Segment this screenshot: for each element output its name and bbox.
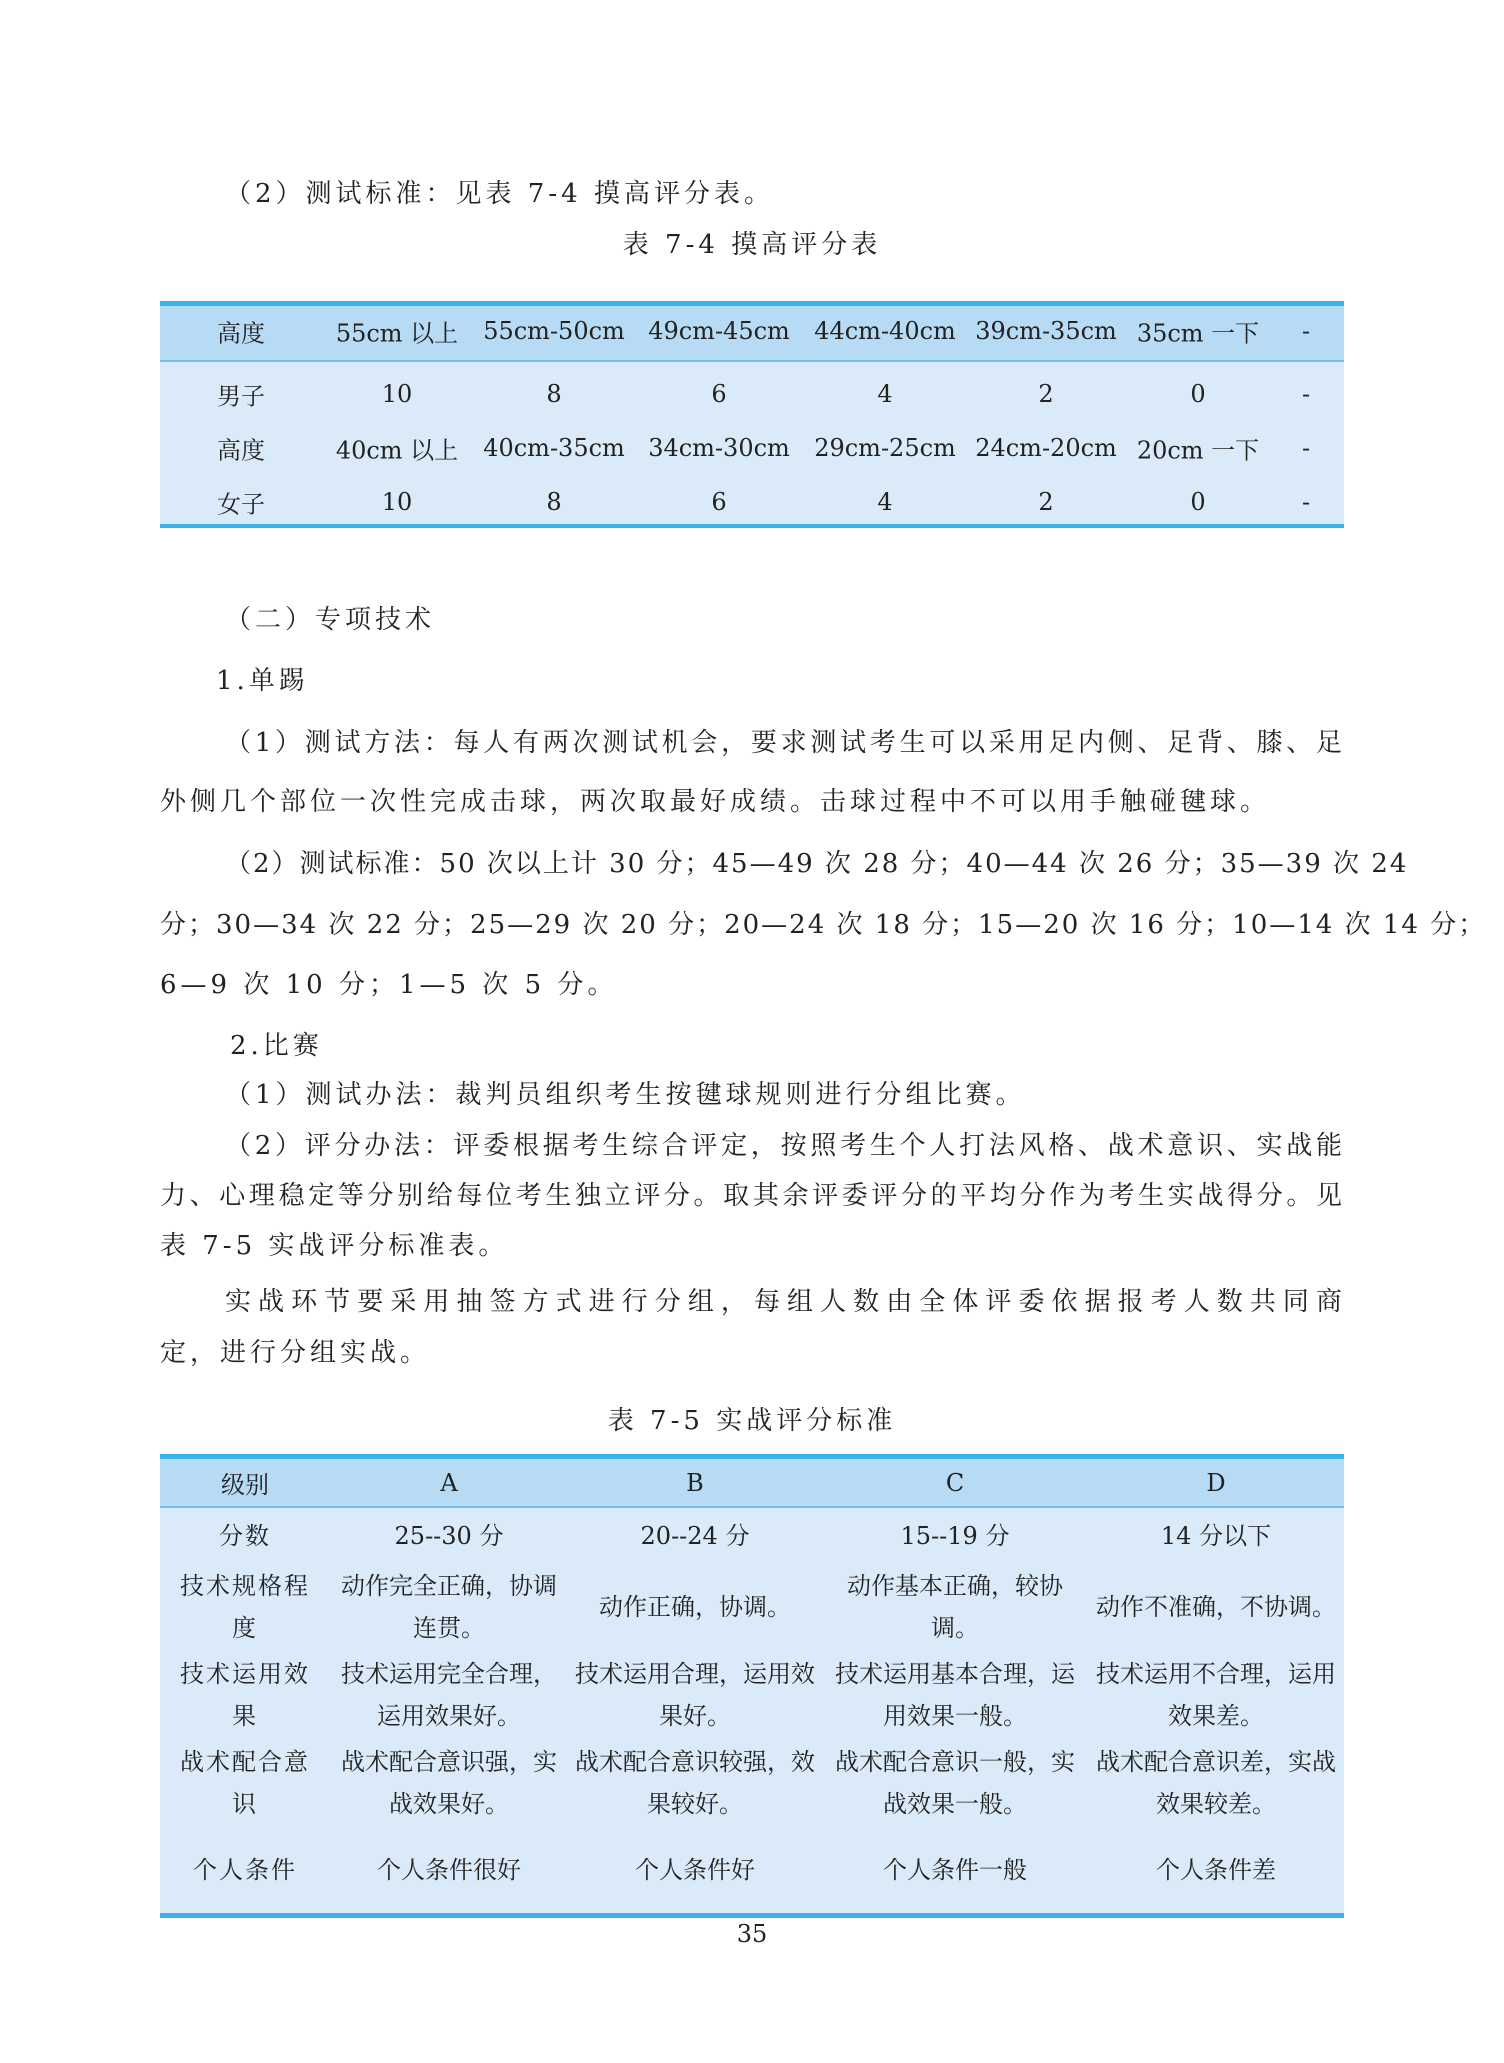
table-cell: 战术配合意识差，实战效果较差。	[1096, 1748, 1336, 1818]
subheading-single-kick: 1.单踢	[216, 666, 309, 696]
paragraph: 6—9 次 10 分；1—5 次 5 分。	[160, 970, 618, 1000]
table-cell: 49cm-45cm	[648, 317, 790, 345]
table-cell: 39cm-35cm	[975, 317, 1117, 345]
table-cell: 14 分以下	[1160, 1521, 1272, 1550]
subheading-match: 2.比赛	[230, 1031, 323, 1061]
table-cell: 40cm-35cm	[483, 434, 625, 462]
intro-line: （2）测试标准：见表 7-4 摸高评分表。	[225, 179, 774, 209]
table-cell: 个人条件好	[635, 1855, 755, 1884]
table-cell: 8	[546, 488, 562, 516]
paragraph: （2）测试标准：50 次以上计 30 分；45—49 次 28 分；40—44 次 26 分；35—39 次 24	[225, 849, 1409, 879]
table-cell: 2	[1038, 380, 1054, 408]
table-cell: 34cm-30cm	[648, 434, 790, 462]
table-cell: 6	[711, 380, 727, 408]
table-row	[160, 1827, 1344, 1915]
table-cell: 10	[381, 488, 413, 516]
match-score-table	[160, 1454, 1344, 1918]
table-cell: 0	[1190, 380, 1206, 408]
table-cell: 动作完全正确，协调连贯。	[341, 1572, 557, 1642]
table-cell: 15--19 分	[900, 1521, 1010, 1550]
table-cell: 技术运用不合理，运用效果差。	[1096, 1660, 1336, 1730]
table1-caption: 表 7-4 摸高评分表	[622, 230, 882, 260]
header-cell: B	[568, 1457, 822, 1508]
table-cell: 35cm 一下	[1136, 319, 1260, 348]
table-header-row	[160, 1457, 1344, 1508]
paragraph: 实战环节要采用抽签方式进行分组，每组人数由全体评委依据报考人数共同商	[225, 1287, 1344, 1317]
table-cell: 高度	[217, 319, 265, 348]
table-cell: 2	[1038, 488, 1054, 516]
table-cell: 动作不准确，不协调。	[1096, 1593, 1336, 1621]
table-cell: 技术运用完全合理，运用效果好。	[341, 1660, 557, 1730]
table-cell: 4	[877, 488, 893, 516]
header-cell: A	[330, 1457, 568, 1508]
table-cell: 20--24 分	[640, 1521, 750, 1550]
table-cell: 0	[1190, 488, 1206, 516]
paragraph: （1）测试办法：裁判员组织考生按毽球规则进行分组比赛。	[225, 1080, 1026, 1110]
table-cell: 战术配合意识	[180, 1748, 310, 1818]
table-row	[160, 1563, 1344, 1651]
table-cell: 个人条件	[193, 1855, 297, 1884]
table-cell: 战术配合意识一般，实战效果一般。	[835, 1748, 1075, 1818]
table-cell: -	[1301, 317, 1311, 345]
section-heading: （二）专项技术	[225, 605, 436, 635]
table-cell: 个人条件差	[1156, 1855, 1276, 1884]
table-cell: 动作基本正确，较协调。	[847, 1572, 1063, 1642]
table-cell: 40cm 以上	[335, 436, 459, 465]
table-cell: 动作正确，协调。	[599, 1593, 791, 1621]
table-row	[160, 1651, 1344, 1739]
table-cell: 男子	[217, 382, 265, 411]
table-cell: 6	[711, 488, 727, 516]
table-row	[160, 1739, 1344, 1827]
page-number: 35	[736, 1920, 768, 1948]
header-cell: 级别	[160, 1457, 330, 1508]
paragraph: 外侧几个部位一次性完成击球，两次取最好成绩。击球过程中不可以用手触碰毽球。	[160, 787, 1271, 817]
table-cell: 20cm 一下	[1136, 436, 1260, 465]
table-cell: 战术配合意识强，实战效果好。	[341, 1748, 557, 1818]
table-cell: 24cm-20cm	[975, 434, 1117, 462]
table-row	[160, 1507, 1344, 1563]
table-cell: 技术运用效果	[180, 1660, 310, 1730]
table-cell: -	[1301, 380, 1311, 408]
table-cell: -	[1301, 488, 1311, 516]
table-cell: 55cm-50cm	[483, 317, 625, 345]
table-cell: 技术运用基本合理，运用效果一般。	[835, 1660, 1075, 1730]
paragraph: 力、心理稳定等分别给每位考生独立评分。取其余评委评分的平均分作为考生实战得分。见	[160, 1181, 1344, 1211]
height-score-table	[160, 301, 1344, 528]
table-cell: 分数	[219, 1521, 271, 1550]
table-cell: 10	[381, 380, 413, 408]
table-cell: 战术配合意识较强，效果较好。	[575, 1748, 815, 1818]
table-cell: 女子	[217, 490, 265, 519]
table-cell: 55cm 以上	[335, 319, 459, 348]
paragraph: 定，进行分组实战。	[160, 1338, 431, 1368]
table-cell: 8	[546, 380, 562, 408]
table-cell: 技术规格程度	[180, 1572, 310, 1642]
table-cell: 29cm-25cm	[814, 434, 956, 462]
table-cell: -	[1301, 434, 1311, 462]
header-cell: C	[822, 1457, 1088, 1508]
paragraph: 分；30—34 次 22 分；25—29 次 20 分；20—24 次 18 分；15—20 次 16 分；10—14 次 14 分；	[160, 910, 1487, 940]
paragraph: 表 7-5 实战评分标准表。	[160, 1231, 509, 1261]
table-cell: 个人条件很好	[377, 1855, 521, 1884]
table-cell: 44cm-40cm	[814, 317, 956, 345]
table-cell: 技术运用合理，运用效果好。	[575, 1660, 815, 1730]
paragraph: （1）测试方法：每人有两次测试机会，要求测试考生可以采用足内侧、足背、膝、足	[225, 728, 1344, 758]
table-cell: 25--30 分	[394, 1521, 504, 1550]
table2-caption: 表 7-5 实战评分标准	[607, 1406, 897, 1436]
table-cell: 4	[877, 380, 893, 408]
table-cell: 个人条件一般	[883, 1855, 1027, 1884]
header-cell: D	[1088, 1457, 1344, 1508]
paragraph: （2）评分办法：评委根据考生综合评定，按照考生个人打法风格、战术意识、实战能	[225, 1131, 1344, 1161]
table-cell: 高度	[217, 436, 265, 465]
